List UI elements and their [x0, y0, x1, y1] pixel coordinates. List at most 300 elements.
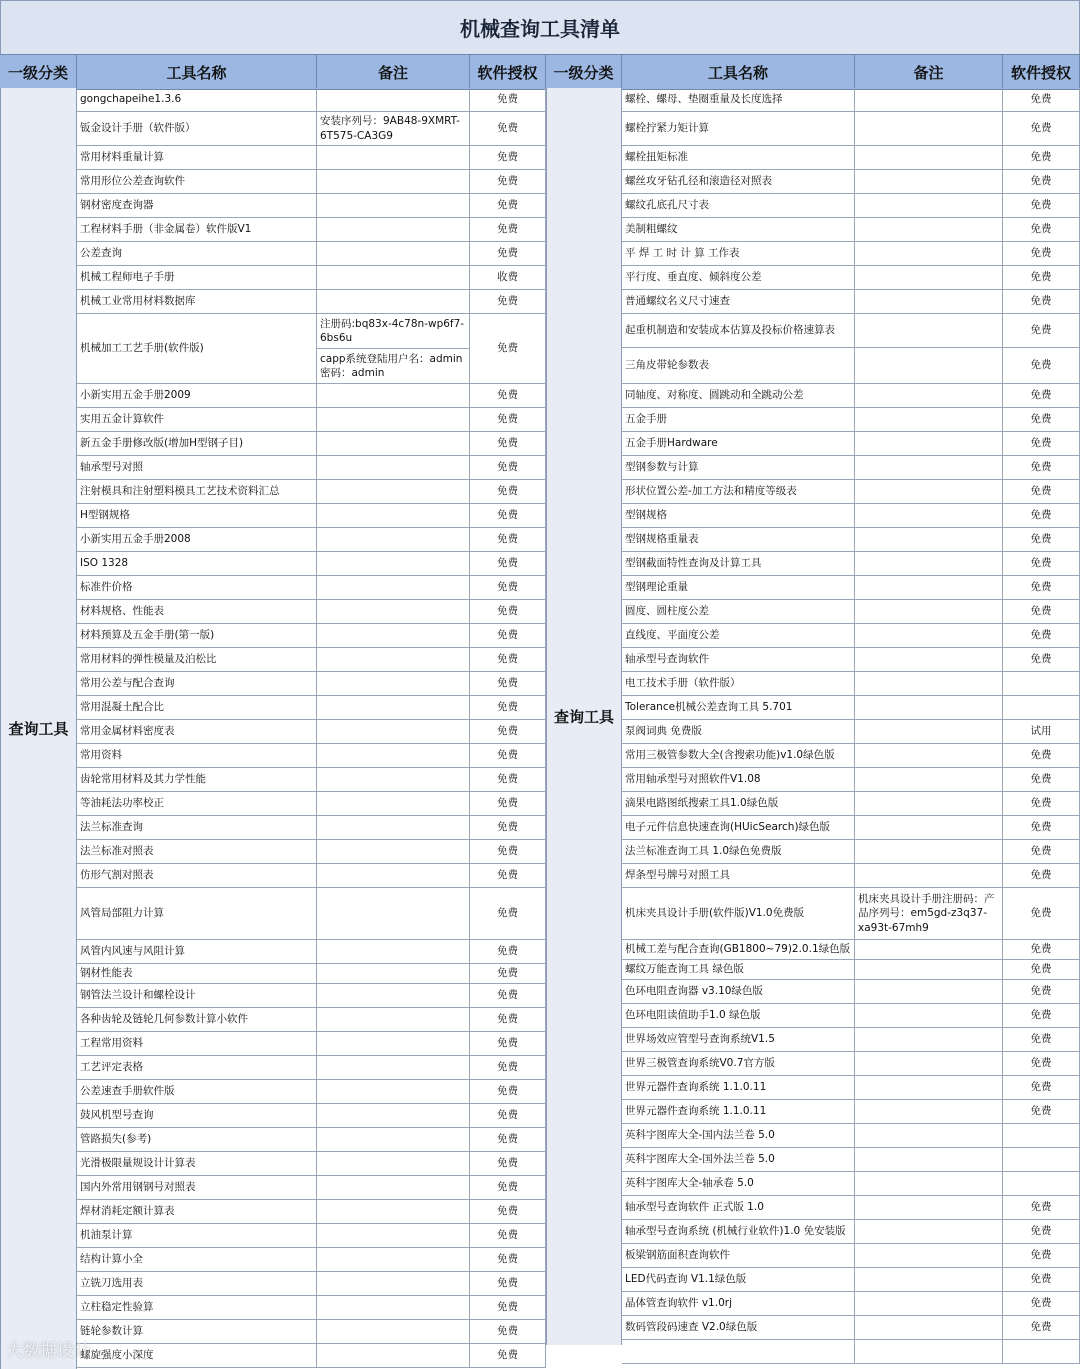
- note-cell: [855, 528, 1003, 551]
- license-cell: 免费: [470, 964, 546, 983]
- note-cell: [317, 720, 470, 743]
- table-row: [622, 1172, 1080, 1196]
- note-cell: [317, 88, 470, 111]
- license-cell: 免费: [470, 744, 546, 767]
- license-cell: [1003, 1148, 1080, 1171]
- license-cell: 免费: [1003, 1268, 1080, 1291]
- table-row: [622, 648, 1080, 672]
- table-row: [622, 816, 1080, 840]
- tool-name-cell: 板梁钢筋面积查询软件: [622, 1244, 855, 1267]
- note-cell: 机床夹具设计手册注册码：产品序列号：em5gd-z3q37-xa93t-67mh9: [855, 888, 1003, 939]
- table-row: [77, 1224, 546, 1248]
- note-cell: [855, 864, 1003, 887]
- note-cell: [317, 1320, 470, 1343]
- note-cell: [855, 1244, 1003, 1267]
- table-row: [622, 576, 1080, 600]
- tool-name-cell: 光滑极限量规设计计算表: [77, 1152, 317, 1175]
- note-cell: [317, 218, 470, 241]
- table-row: [622, 194, 1080, 218]
- note-cell: [855, 432, 1003, 455]
- license-cell: 免费: [470, 1032, 546, 1055]
- note-cell: [855, 576, 1003, 599]
- tool-name-cell: 直线度、平面度公差: [622, 624, 855, 647]
- tool-name-cell: 五金手册: [622, 408, 855, 431]
- table-row: [622, 504, 1080, 528]
- tool-name-cell: 形状位置公差-加工方法和精度等级表: [622, 480, 855, 503]
- tool-name-cell: 英科宇图库大全-国外法兰卷 5.0: [622, 1148, 855, 1171]
- table-row: [77, 816, 546, 840]
- license-cell: 免费: [470, 194, 546, 217]
- table-row: [77, 266, 546, 290]
- note-cell: [317, 552, 470, 575]
- tool-name-cell: 轴承型号查询软件: [622, 648, 855, 671]
- table-row: [77, 88, 546, 112]
- tool-name-cell: 世界场效应管型号查询系统V1.5: [622, 1028, 855, 1051]
- license-cell: 免费: [470, 290, 546, 313]
- watermark-text: 大数据设计: [6, 1341, 91, 1361]
- table-row: [77, 112, 546, 146]
- table-row: [77, 218, 546, 242]
- tool-name-cell: 世界三极管查询系统V0.7官方版: [622, 1052, 855, 1075]
- note-cell: [855, 1196, 1003, 1219]
- tool-name-cell: 国内外常用钢钢号对照表: [77, 1176, 317, 1199]
- note-cell: [855, 696, 1003, 719]
- license-cell: 免费: [470, 432, 546, 455]
- note-cell: [855, 146, 1003, 169]
- license-cell: 免费: [470, 408, 546, 431]
- note-cell: [855, 314, 1003, 347]
- note-cell: [855, 1004, 1003, 1027]
- tool-name-cell: 各种齿轮及链轮几何参数计算小软件: [77, 1008, 317, 1031]
- license-cell: 免费: [1003, 146, 1080, 169]
- table-row: [622, 552, 1080, 576]
- note-cell: [855, 348, 1003, 383]
- license-cell: [1003, 672, 1080, 695]
- page-title: 机械查询工具清单: [0, 0, 1080, 55]
- tool-name-cell: 轴承型号查询系统 (机械行业软件)1.0 免安装版: [622, 1220, 855, 1243]
- license-cell: 免费: [1003, 218, 1080, 241]
- table-row: [77, 552, 546, 576]
- header-license: 软件授权: [1003, 55, 1080, 89]
- note-cell: [317, 1200, 470, 1223]
- license-cell: 免费: [1003, 1244, 1080, 1267]
- table-row: [622, 456, 1080, 480]
- license-cell: 免费: [470, 768, 546, 791]
- tool-name-cell: 平行度、垂直度、倾斜度公差: [622, 266, 855, 289]
- table-row: [622, 744, 1080, 768]
- tool-name-cell: 仿形气割对照表: [77, 864, 317, 887]
- tool-name-cell: 机械加工工艺手册(软件版): [77, 314, 317, 383]
- note-cell: [855, 744, 1003, 767]
- license-cell: 免费: [1003, 384, 1080, 407]
- license-cell: 免费: [470, 1272, 546, 1295]
- tool-name-cell: 小新实用五金手册2008: [77, 528, 317, 551]
- license-cell: 免费: [1003, 576, 1080, 599]
- tool-name-cell: 圆度、圆柱度公差: [622, 600, 855, 623]
- tool-name-cell: 螺栓扭矩标准: [622, 146, 855, 169]
- note-cell: [855, 1052, 1003, 1075]
- tool-name-cell: 轴承型号查询软件 正式版 1.0: [622, 1196, 855, 1219]
- table-row: [77, 696, 546, 720]
- license-cell: 免费: [1003, 480, 1080, 503]
- tool-name-cell: H型钢规格: [77, 504, 317, 527]
- tool-name-cell: 型钢规格: [622, 504, 855, 527]
- license-cell: 免费: [470, 720, 546, 743]
- license-cell: 免费: [470, 672, 546, 695]
- license-cell: 免费: [1003, 648, 1080, 671]
- table-row: [622, 1004, 1080, 1028]
- license-cell: 免费: [470, 792, 546, 815]
- tool-name-cell: 链轮参数计算: [77, 1320, 317, 1343]
- note-cell: [855, 792, 1003, 815]
- table-row: [77, 1296, 546, 1320]
- table-row: [622, 940, 1080, 960]
- table-row: [622, 720, 1080, 744]
- license-cell: 免费: [1003, 194, 1080, 217]
- note-cell: [317, 648, 470, 671]
- tool-name-cell: 新五金手册修改版(增加H型钢子目): [77, 432, 317, 455]
- note-cell: [317, 840, 470, 863]
- table-row: [77, 1152, 546, 1176]
- table-row: [622, 432, 1080, 456]
- tool-name-cell: 工程常用资料: [77, 1032, 317, 1055]
- table-row: [77, 1080, 546, 1104]
- table-row: [77, 940, 546, 964]
- license-cell: 免费: [1003, 1292, 1080, 1315]
- note-cell: [317, 528, 470, 551]
- license-cell: 免费: [1003, 528, 1080, 551]
- license-cell: 免费: [1003, 112, 1080, 145]
- note-cell: [317, 146, 470, 169]
- table-row: [77, 744, 546, 768]
- tool-name-cell: 泵阀词典 免费版: [622, 720, 855, 743]
- license-cell: 免费: [470, 1176, 546, 1199]
- tool-name-cell: 管路损失(参考): [77, 1128, 317, 1151]
- license-cell: 免费: [470, 576, 546, 599]
- note-cell: [317, 1176, 470, 1199]
- table-row: [77, 720, 546, 744]
- tool-name-cell: 常用资料: [77, 744, 317, 767]
- table-row: [77, 456, 546, 480]
- note-cell: [855, 1100, 1003, 1123]
- tool-name-cell: 标准件价格: [77, 576, 317, 599]
- license-cell: 免费: [470, 1080, 546, 1103]
- table-row: [77, 768, 546, 792]
- table-row: [622, 624, 1080, 648]
- table-row: [77, 194, 546, 218]
- tool-name-cell: 美制粗螺纹: [622, 218, 855, 241]
- table-row: [77, 1272, 546, 1296]
- table-row: [622, 1148, 1080, 1172]
- note-cell: [855, 672, 1003, 695]
- license-cell: 免费: [1003, 840, 1080, 863]
- table-row: [622, 792, 1080, 816]
- table-row: [622, 266, 1080, 290]
- table-row: [77, 1176, 546, 1200]
- tool-name-cell: 钣金设计手册（软件版）: [77, 112, 317, 145]
- table-row: [622, 1100, 1080, 1124]
- note-cell: [855, 816, 1003, 839]
- note-cell: [317, 170, 470, 193]
- tool-name-cell: 法兰标准对照表: [77, 840, 317, 863]
- table-row: [77, 528, 546, 552]
- note-cell: [855, 600, 1003, 623]
- note-cell: [317, 266, 470, 289]
- note-cell: [855, 456, 1003, 479]
- note-cell: [855, 218, 1003, 241]
- table-row: [77, 146, 546, 170]
- license-cell: 免费: [470, 1152, 546, 1175]
- tool-name-cell: 平 焊 工 时 计 算 工作表: [622, 242, 855, 265]
- tool-name-cell: 焊材消耗定额计算表: [77, 1200, 317, 1223]
- note-cell: [855, 480, 1003, 503]
- table-row: [622, 864, 1080, 888]
- note-cell: [317, 624, 470, 647]
- header-tool-name: 工具名称: [77, 55, 317, 89]
- note-cell: [317, 1056, 470, 1079]
- license-cell: 免费: [1003, 290, 1080, 313]
- table-row: [77, 480, 546, 504]
- note-cell: [317, 696, 470, 719]
- tool-name-cell: 钢管法兰设计和螺栓设计: [77, 984, 317, 1007]
- table-row: [622, 1268, 1080, 1292]
- note-cell: [855, 194, 1003, 217]
- license-cell: 免费: [1003, 266, 1080, 289]
- table-row: [622, 1316, 1080, 1340]
- tool-name-cell: 三角皮带轮参数表: [622, 348, 855, 383]
- note-cell: [317, 408, 470, 431]
- tool-name-cell: ISO 1328: [77, 552, 317, 575]
- tool-name-cell: 轴承型号对照: [77, 456, 317, 479]
- table-row: [77, 864, 546, 888]
- table-row: [77, 290, 546, 314]
- license-cell: [1003, 696, 1080, 719]
- table-row: [77, 1248, 546, 1272]
- table-row: [622, 1124, 1080, 1148]
- tool-name-cell: 工程材料手册（非金属卷）软件版V1: [77, 218, 317, 241]
- note-cell: [317, 242, 470, 265]
- license-cell: 免费: [1003, 864, 1080, 887]
- note-cell: [317, 1104, 470, 1127]
- note-cell: [855, 1340, 1003, 1363]
- license-cell: 免费: [1003, 1052, 1080, 1075]
- tool-name-cell: 螺纹万能查询工具 绿色版: [622, 960, 855, 979]
- table-row: [622, 696, 1080, 720]
- note-cell: [317, 504, 470, 527]
- tool-name-cell: 晶体管查询软件 v1.0rj: [622, 1292, 855, 1315]
- table-row: [77, 408, 546, 432]
- tool-name-cell: 型钢理论重量: [622, 576, 855, 599]
- header-note: 备注: [317, 55, 470, 89]
- table-row: [77, 1008, 546, 1032]
- table-row: [622, 840, 1080, 864]
- table-row: [622, 242, 1080, 266]
- note-cell: [855, 408, 1003, 431]
- license-cell: 收费: [470, 266, 546, 289]
- note-cell: [317, 816, 470, 839]
- license-cell: 免费: [470, 1008, 546, 1031]
- license-cell: 免费: [1003, 1028, 1080, 1051]
- license-cell: 免费: [470, 696, 546, 719]
- tool-name-cell: 型钢参数与计算: [622, 456, 855, 479]
- table-row: [622, 1028, 1080, 1052]
- tool-name-cell: 法兰标准查询: [77, 816, 317, 839]
- license-cell: 免费: [1003, 1100, 1080, 1123]
- note-cell: [855, 840, 1003, 863]
- table-row: [77, 792, 546, 816]
- note-line: 注册码:bq83x-4c78n-wp6f7-6bs6u: [317, 314, 469, 349]
- note-cell: [317, 1248, 470, 1271]
- tool-name-cell: 五金手册Hardware: [622, 432, 855, 455]
- license-cell: 免费: [1003, 980, 1080, 1003]
- note-cell: [317, 1008, 470, 1031]
- note-cell: [317, 888, 470, 939]
- note-cell: [317, 1032, 470, 1055]
- note-cell: [317, 480, 470, 503]
- tool-name-cell: [622, 1340, 855, 1363]
- table-row: [77, 964, 546, 984]
- tool-name-cell: 数码管段码速查 V2.0绿色版: [622, 1316, 855, 1339]
- table-row: [622, 1220, 1080, 1244]
- right-header-row: [546, 54, 1080, 90]
- note-cell: [317, 940, 470, 963]
- license-cell: 免费: [470, 88, 546, 111]
- license-cell: 免费: [1003, 768, 1080, 791]
- note-cell: [317, 768, 470, 791]
- note-cell: [855, 1172, 1003, 1195]
- table-row: [622, 1076, 1080, 1100]
- note-cell: [855, 1148, 1003, 1171]
- tool-name-cell: 常用轴承型号对照软件V1.08: [622, 768, 855, 791]
- note-cell: [317, 432, 470, 455]
- tool-name-cell: gongchapeihe1.3.6: [77, 88, 317, 111]
- note-cell: [855, 504, 1003, 527]
- license-cell: 免费: [470, 1320, 546, 1343]
- license-cell: 免费: [1003, 960, 1080, 979]
- license-cell: 免费: [470, 984, 546, 1007]
- tool-name-cell: 材料预算及五金手册(第一版): [77, 624, 317, 647]
- note-cell: [317, 1080, 470, 1103]
- license-cell: 免费: [470, 624, 546, 647]
- tool-name-cell: 型钢截面特性查询及计算工具: [622, 552, 855, 575]
- tool-name-cell: 鼓风机型号查询: [77, 1104, 317, 1127]
- license-cell: 免费: [470, 940, 546, 963]
- note-cell: [317, 964, 470, 983]
- note-cell: [317, 792, 470, 815]
- table-row: [622, 384, 1080, 408]
- tool-name-cell: 机械工业常用材料数据库: [77, 290, 317, 313]
- license-cell: 免费: [1003, 940, 1080, 959]
- license-cell: 免费: [470, 1224, 546, 1247]
- license-cell: 免费: [1003, 888, 1080, 939]
- license-cell: 免费: [1003, 314, 1080, 347]
- left-header-row: [0, 54, 546, 90]
- license-cell: [1003, 1340, 1080, 1363]
- table-row: [622, 528, 1080, 552]
- tool-name-cell: 常用形位公差查询软件: [77, 170, 317, 193]
- tool-name-cell: 法兰标准查询工具 1.0绿色免费版: [622, 840, 855, 863]
- license-cell: 免费: [470, 1104, 546, 1127]
- note-cell: [317, 1224, 470, 1247]
- license-cell: 免费: [470, 864, 546, 887]
- license-cell: 免费: [470, 1248, 546, 1271]
- tool-name-cell: 型钢规格重量表: [622, 528, 855, 551]
- tool-name-cell: 齿轮常用材料及其力学性能: [77, 768, 317, 791]
- table-row: [77, 1056, 546, 1080]
- table-row: [622, 1196, 1080, 1220]
- note-cell: [317, 600, 470, 623]
- license-cell: 免费: [1003, 456, 1080, 479]
- tool-name-cell: 常用金属材料密度表: [77, 720, 317, 743]
- note-cell: [855, 242, 1003, 265]
- tool-name-cell: LED代码查询 V1.1绿色版: [622, 1268, 855, 1291]
- note-cell: [317, 1296, 470, 1319]
- tool-name-cell: Tolerance机械公差查询工具 5.701: [622, 696, 855, 719]
- table-row: [622, 672, 1080, 696]
- table-row: [622, 146, 1080, 170]
- tool-name-cell: 工艺评定表格: [77, 1056, 317, 1079]
- table-row: [622, 408, 1080, 432]
- note-cell: [855, 980, 1003, 1003]
- license-cell: 免费: [1003, 348, 1080, 383]
- note-cell: [855, 1292, 1003, 1315]
- license-cell: 免费: [1003, 88, 1080, 111]
- table-row: [622, 888, 1080, 940]
- license-cell: 免费: [1003, 1196, 1080, 1219]
- license-cell: 免费: [1003, 170, 1080, 193]
- license-cell: 免费: [470, 504, 546, 527]
- header-note: 备注: [855, 55, 1003, 89]
- table-row: [622, 1244, 1080, 1268]
- header-category: 一级分类: [546, 55, 622, 89]
- tool-name-cell: 螺栓、螺母、垫圈重量及长度选择: [622, 88, 855, 111]
- license-cell: 免费: [1003, 242, 1080, 265]
- table-row: [77, 242, 546, 266]
- license-cell: 免费: [1003, 552, 1080, 575]
- tool-name-cell: 电工技术手册（软件版）: [622, 672, 855, 695]
- table-row: [77, 504, 546, 528]
- tool-name-cell: 电子元件信息快速查询(HUicSearch)绿色版: [622, 816, 855, 839]
- tool-name-cell: 起重机制造和安装成本估算及投标价格速算表: [622, 314, 855, 347]
- license-cell: 免费: [470, 314, 546, 383]
- table-row: [622, 170, 1080, 194]
- table-row: [77, 432, 546, 456]
- table-row: [622, 600, 1080, 624]
- license-cell: 免费: [1003, 1220, 1080, 1243]
- license-cell: 免费: [1003, 1076, 1080, 1099]
- tool-name-cell: 螺纹孔底孔尺寸表: [622, 194, 855, 217]
- note-cell: [317, 672, 470, 695]
- tool-name-cell: 结构计算小全: [77, 1248, 317, 1271]
- tool-name-cell: 小新实用五金手册2009: [77, 384, 317, 407]
- table-row: [622, 88, 1080, 112]
- tool-name-cell: 实用五金计算软件: [77, 408, 317, 431]
- header-category: 一级分类: [0, 55, 77, 89]
- note-cell: [855, 112, 1003, 145]
- tool-name-cell: 机械工差与配合查询(GB1800~79)2.0.1绿色版: [622, 940, 855, 959]
- table-row: [622, 1052, 1080, 1076]
- table-row: [77, 624, 546, 648]
- tool-name-cell: 同轴度、对称度、圆跳动和全跳动公差: [622, 384, 855, 407]
- note-cell: [317, 984, 470, 1007]
- note-cell: [855, 720, 1003, 743]
- license-cell: 免费: [1003, 624, 1080, 647]
- tool-name-cell: 注射模具和注射塑料模具工艺技术资料汇总: [77, 480, 317, 503]
- note-cell: [855, 648, 1003, 671]
- table-row: [77, 1200, 546, 1224]
- note-cell: [317, 1152, 470, 1175]
- note-cell: 安装序列号：9AB48-9XMRT-6T575-CA3G9: [317, 112, 470, 145]
